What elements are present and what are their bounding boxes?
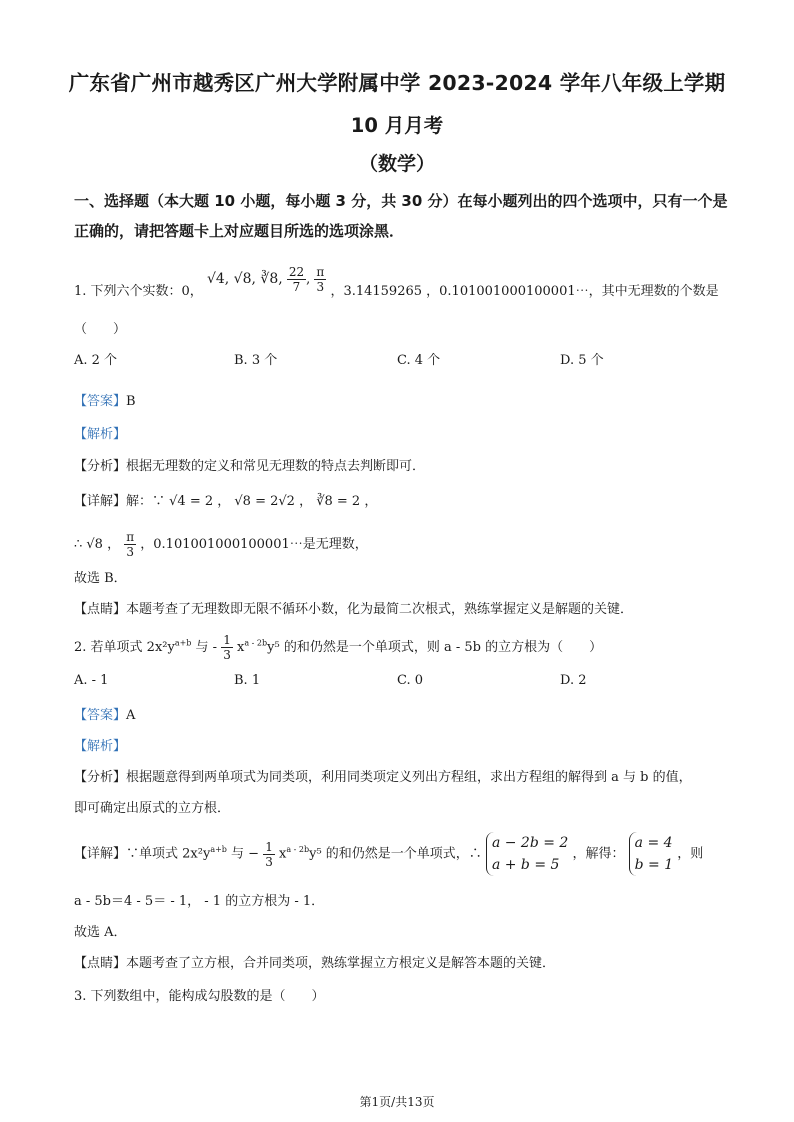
- q1-rest: ，3.14159265 ，0.101001000100001⋯，其中无理数的个数是: [330, 284, 719, 299]
- q2-fenxi-line2: 即可确定出原式的立方根．: [74, 801, 231, 816]
- q2-answer: 【答案】A: [74, 708, 136, 723]
- q1-analysis-tag: 【解析】: [74, 427, 127, 442]
- q2-option-d: D. 2: [560, 673, 587, 688]
- q1-option-b: B. 3 个: [234, 353, 278, 368]
- q2-analysis-tag: 【解析】: [74, 739, 127, 754]
- q1-answer: 【答案】B: [74, 394, 136, 409]
- question-3: 3. 下列数组中，能构成勾股数的是（ ）: [74, 989, 325, 1004]
- q2-detail-fraction: $\frac{1}{3}$: [265, 839, 273, 869]
- q1-pi-over-3: $\frac{\pi}{3}$: [126, 530, 135, 559]
- q1-therefore: ∴ √8 ， $\frac{\pi}{3}$ ，0.101001000100001⋯是无理数，: [74, 530, 368, 559]
- page-footer: 第1页/共13页: [359, 1095, 435, 1109]
- question-1: 1. 下列六个实数：0， √4, √8, ∛8, $\frac{22}{7}$ , $\frac{\pi}{3}$ ，3.14159265 ，0.101001000100001⋯，其中无理数的个数是: [74, 265, 719, 299]
- equation-system-1: a − 2b = 2 a + b = 5: [486, 832, 568, 876]
- q1-fraction-pi-3: $\frac{\pi}{3}$: [316, 265, 325, 294]
- q2-fenxi-line1: 【分析】根据题意得到两单项式为同类项，利用同类项定义列出方程组，求出方程组的解得到 a 与 b 的值，: [74, 770, 692, 785]
- q1-prefix: 1. 下列六个实数：0，: [74, 284, 203, 299]
- q2-xiangjie: 【详解】∵单项式 $2x^2y^{a+b}$ 与 − $\frac{1}{3}$ $x^{a - 2b}y^5$ 的和仍然是一个单项式，∴ a − 2b = 2 a + b = 5 ，解得： a = 4 b = 1 ，则: [74, 832, 703, 876]
- q1-fenxi: 【分析】根据无理数的定义和常见无理数的特点去判断即可．: [74, 459, 426, 474]
- q1-choose: 故选 B．: [74, 571, 127, 586]
- q2-option-c: C. 0: [397, 673, 424, 688]
- q1-option-c: C. 4 个: [397, 353, 441, 368]
- equation-system-2: a = 4 b = 1: [629, 832, 674, 876]
- q1-roots: √4, √8, ∛8,: [206, 271, 283, 287]
- question-2: 2. 若单项式 $2x^2y^{a+b}$ 与 - $\frac{1}{3}$ $x^{a - 2b}y^5$ 的和仍然是一个单项式，则 a - 5b 的立方根为（ ）: [74, 633, 603, 662]
- exam-title-line2: 10 月月考: [350, 114, 444, 137]
- q2-dianjing: 【点睛】本题考查了立方根，合并同类项，熟练掌握立方根定义是解答本题的关键．: [74, 956, 556, 971]
- q1-option-a: A. 2 个: [74, 353, 118, 368]
- q2-calc: a - 5b＝4 - 5＝ - 1， - 1 的立方根为 - 1．: [74, 894, 325, 909]
- q1-fraction-22-7: $\frac{22}{7}$: [288, 265, 305, 294]
- subject-label: （数学）: [358, 153, 435, 175]
- q1-option-d: D. 5 个: [560, 353, 604, 368]
- q2-option-a: A. - 1: [74, 673, 109, 688]
- q2-fraction-1-3: $\frac{1}{3}$: [223, 633, 231, 662]
- q2-choose: 故选 A．: [74, 925, 127, 940]
- q1-dianjing: 【点睛】本题考查了无理数即无限不循环小数，化为最简二次根式，熟练掌握定义是解题的关键．: [74, 602, 634, 617]
- q1-xiangjie: 【详解】解：∵ √4 = 2 ， √8 = 2√2 ， ∛8 = 2 ，: [74, 494, 378, 509]
- section-heading: 一、选择题（本大题 10 小题，每小题 3 分，共 30 分）在每小题列出的四个选项中，只有一个是正确的，请把答题卡上对应题目所选的选项涂黑．: [74, 192, 728, 240]
- q2-option-b: B. 1: [234, 673, 261, 688]
- q1-paren: （ ）: [74, 322, 127, 337]
- exam-title: 广东省广州市越秀区广州大学附属中学 2023-2024 学年八年级上学期: [68, 71, 726, 95]
